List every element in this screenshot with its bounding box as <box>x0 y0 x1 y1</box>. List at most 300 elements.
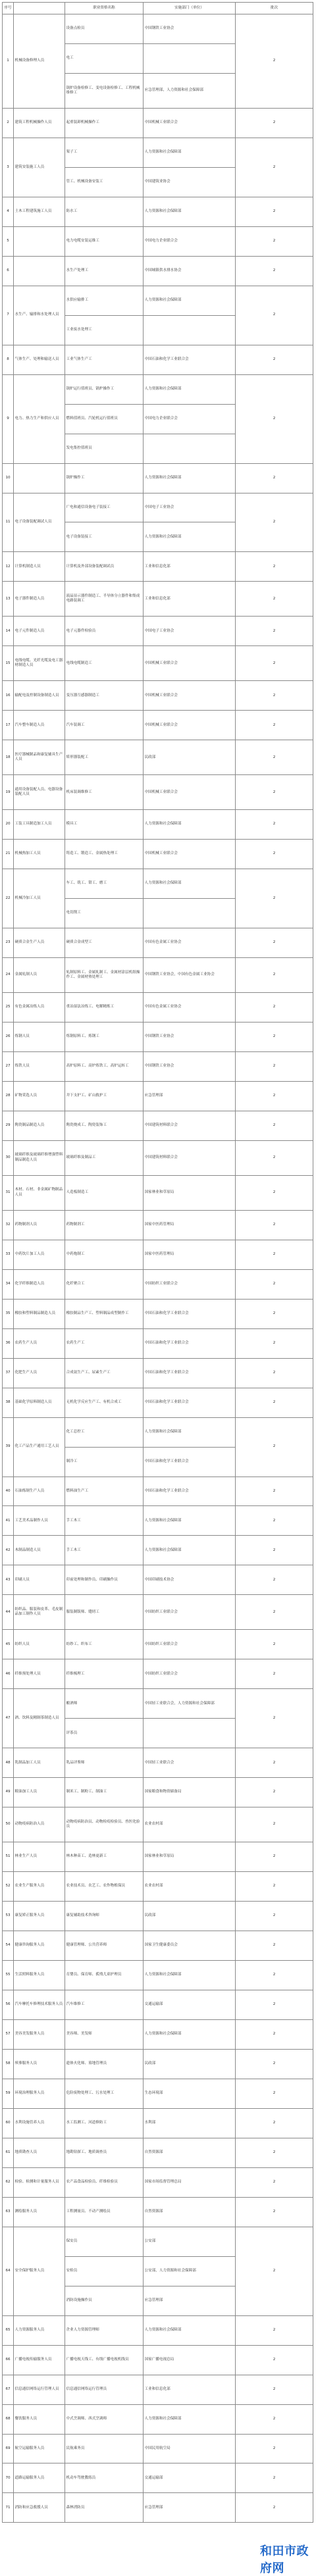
table-row <box>3 1807 313 1842</box>
qualification-name: 炼钢原料工、炼钢工 <box>65 1022 144 1051</box>
table-row <box>3 1269 313 1299</box>
table-row <box>3 14 313 44</box>
row-number: 54 <box>3 1931 14 1961</box>
table-row <box>3 2197 313 2227</box>
batch-number: 2 <box>236 1417 313 1477</box>
batch-number: 2 <box>236 2079 313 2108</box>
occupation-category: 输配电及控制设备制造人员 <box>14 681 65 711</box>
table-row <box>3 1689 313 1719</box>
table-row <box>3 1175 313 1210</box>
occupation-category: 航空运输服务人员 <box>14 2434 65 2463</box>
implementing-department: 人力资源和社会保障部 <box>144 286 236 315</box>
batch-number: 2 <box>236 226 313 256</box>
batch-number: 2 <box>236 928 313 958</box>
table-row <box>3 2108 313 2138</box>
table-row <box>3 1358 313 1388</box>
qualification-name: 电子设备装接工 <box>65 522 144 552</box>
implementing-department: 中国纺织工业联合会 <box>144 1630 236 1659</box>
qualification-name: 电力电缆安装运维工 <box>65 226 144 256</box>
row-number: 46 <box>3 1659 14 1689</box>
table-row <box>3 138 313 167</box>
row-number: 17 <box>3 711 14 740</box>
table-row <box>3 1961 313 1990</box>
occupation-category: 计算机制造人员 <box>14 552 65 582</box>
occupation-category: 纺织人员 <box>14 1630 65 1659</box>
batch-number: 2 <box>236 775 313 810</box>
row-number: 10 <box>3 463 14 493</box>
occupation-category: 人力资源服务人员 <box>14 2315 65 2345</box>
row-number: 66 <box>3 2345 14 2375</box>
implementing-department: 应急管理部，人力资源和社会保障部 <box>144 73 236 108</box>
batch-number: 2 <box>236 2345 313 2375</box>
qualification-name: 纤维梳理工 <box>65 1659 144 1689</box>
occupation-category: 机械设备修理人员 <box>14 14 65 109</box>
implementing-department: 人力资源和社会保障部 <box>144 1536 236 1565</box>
qualification-name: 燃料油生产工 <box>65 1477 144 1506</box>
qualification-name: 手工木工 <box>65 1506 144 1536</box>
table-row <box>3 2049 313 2079</box>
batch-number: 2 <box>236 681 313 711</box>
implementing-department: 中国钢铁工业协会 <box>144 14 236 44</box>
occupation-category: 测绘服务人员 <box>14 2197 65 2227</box>
header-name: 职业资格名称 <box>65 3 144 14</box>
occupation-category: 健康咨询服务人员 <box>14 1931 65 1961</box>
table-row <box>3 1748 313 1778</box>
row-number: 34 <box>3 1269 14 1299</box>
occupation-category: 农业生产服务人员 <box>14 1872 65 1902</box>
row-number: 55 <box>3 1961 14 1990</box>
implementing-department: 中国纺织工业联合会 <box>144 1269 236 1299</box>
table-row <box>3 1778 313 1807</box>
implementing-department: 中国机械工业联合会 <box>144 840 236 869</box>
implementing-department: 公安部，人力资源和社会保障部 <box>144 2256 236 2286</box>
row-number: 62 <box>3 2167 14 2197</box>
row-number: 15 <box>3 646 14 681</box>
occupation-category <box>14 226 65 256</box>
table-row <box>3 463 313 493</box>
implementing-department: 人力资源和社会保障部 <box>144 2019 236 2049</box>
qualification-name: 设备点检员 <box>65 14 144 44</box>
row-number: 20 <box>3 810 14 840</box>
qualification-name: 高炉原料工、高炉炼铁工、高炉运转工 <box>65 1051 144 1081</box>
row-number: 58 <box>3 2049 14 2079</box>
header-no: 序号 <box>3 3 14 14</box>
implementing-department: 中国印刷技术协会 <box>144 1565 236 1595</box>
table-row <box>3 928 313 958</box>
header-batch: 批次 <box>236 3 313 14</box>
table-row <box>3 1506 313 1536</box>
row-number: 50 <box>3 1807 14 1842</box>
table-row <box>3 2315 313 2345</box>
table-row <box>3 1328 313 1358</box>
implementing-department: 中国城镇供水排水协会 <box>144 256 236 286</box>
implementing-department: 公安部 <box>144 2227 236 2256</box>
batch-number: 2 <box>236 646 313 681</box>
qualification-name: 工业气体生产工 <box>65 345 144 374</box>
row-number: 71 <box>3 2493 14 2523</box>
row-number: 60 <box>3 2108 14 2138</box>
qualification-name: 铸造工、锻造工、金属热处理工 <box>65 840 144 869</box>
row-number: 63 <box>3 2197 14 2227</box>
occupation-category: 药物制剂人员 <box>14 1210 65 1240</box>
table-row <box>3 1990 313 2019</box>
table-row <box>3 646 313 681</box>
qualification-name: 康复辅助技术咨询师 <box>65 1902 144 1931</box>
implementing-department: 工业和信息化部 <box>144 582 236 617</box>
occupation-category: 消防和应急救援人员 <box>14 2493 65 2523</box>
occupation-category: 电子元件制造人员 <box>14 617 65 646</box>
vocational-qualification-table <box>2 2 313 2523</box>
implementing-department: 人力资源和社会保障部 <box>144 2315 236 2345</box>
implementing-department <box>144 434 236 463</box>
table-row <box>3 2079 313 2108</box>
implementing-department: 人力资源和社会保障部 <box>144 1961 236 1990</box>
implementing-department: 民政部 <box>144 740 236 775</box>
implementing-department: 国家中医药管理局 <box>144 1210 236 1240</box>
implementing-department: 人力资源和社会保障部 <box>144 2404 236 2434</box>
row-number: 14 <box>3 617 14 646</box>
batch-number: 2 <box>236 1299 313 1328</box>
qualification-name: 水供应输排工 <box>65 286 144 315</box>
implementing-department: 人力资源和社会保障部 <box>144 1417 236 1447</box>
implementing-department: 中国电子工业协会 <box>144 493 236 522</box>
batch-number: 2 <box>236 1022 313 1051</box>
table-row <box>3 1931 313 1961</box>
occupation-category: 康复矫正服务人员 <box>14 1902 65 1931</box>
qualification-name: 林木种苗工、造林更新工 <box>65 1842 144 1872</box>
table-row <box>3 2227 313 2256</box>
qualification-name: 农药生产工 <box>65 1328 144 1358</box>
row-number: 27 <box>3 1051 14 1081</box>
row-number: 64 <box>3 2227 14 2315</box>
batch-number: 2 <box>236 2315 313 2345</box>
table-row <box>3 286 313 315</box>
implementing-department <box>144 315 236 345</box>
implementing-department: 国家林业和草原局 <box>144 1842 236 1872</box>
implementing-department: 人力资源和社会保障部 <box>144 1506 236 1536</box>
occupation-category: 水生产、输排和水处理人员 <box>14 286 65 345</box>
batch-number: 2 <box>236 1872 313 1902</box>
qualification-name: 药物制剂工 <box>65 1210 144 1240</box>
qualification-name: 机动车驾驶教练员 <box>65 2463 144 2493</box>
qualification-name: 锅炉运行值班员、锅炉操作工 <box>65 374 144 404</box>
batch-number: 2 <box>236 1748 313 1778</box>
table-row <box>3 993 313 1023</box>
table-row <box>3 582 313 617</box>
table-row <box>3 1565 313 1595</box>
row-number: 22 <box>3 869 14 928</box>
batch-number: 2 <box>236 197 313 226</box>
occupation-category: 有色金属冶炼人员 <box>14 993 65 1023</box>
occupation-category: 机械冷加工人员 <box>14 869 65 928</box>
table-row <box>3 617 313 646</box>
batch-number: 2 <box>236 711 313 740</box>
qualification-name: 水工监测工、河道修防工 <box>65 2108 144 2138</box>
batch-number: 2 <box>236 1961 313 1990</box>
batch-number: 2 <box>236 1659 313 1689</box>
batch-number: 2 <box>236 286 313 345</box>
table-row <box>3 810 313 840</box>
table-row <box>3 1872 313 1902</box>
row-number: 65 <box>3 2315 14 2345</box>
batch-number: 2 <box>236 2493 313 2523</box>
occupation-category: 林业生产人员 <box>14 1842 65 1872</box>
batch-number: 2 <box>236 2463 313 2493</box>
row-number: 6 <box>3 256 14 286</box>
occupation-category: 电子设备装配调试人员 <box>14 493 65 552</box>
occupation-category: 建筑工程机械操作人员 <box>14 108 65 138</box>
implementing-department: 国家中医药管理局 <box>144 1240 236 1269</box>
qualification-name: 汽车装调工 <box>65 711 144 740</box>
row-number: 31 <box>3 1175 14 1210</box>
table-row <box>3 493 313 522</box>
table-row <box>3 108 313 138</box>
implementing-department: 农业农村部 <box>144 1807 236 1842</box>
table-row <box>3 1140 313 1175</box>
occupation-category: 检验、检测和计量服务人员 <box>14 2167 65 2197</box>
row-number: 19 <box>3 775 14 810</box>
table-row <box>3 2404 313 2434</box>
batch-number: 2 <box>236 2019 313 2049</box>
implementing-department: 中国石油和化学工业联合会 <box>144 1358 236 1388</box>
row-number: 16 <box>3 681 14 711</box>
implementing-department: 应急管理部 <box>144 1081 236 1111</box>
table-row <box>3 374 313 404</box>
batch-number: 2 <box>236 1931 313 1961</box>
qualification-name: 制冷工 <box>65 1447 144 1477</box>
implementing-department: 中国机械工业联合会 <box>144 646 236 681</box>
row-number: 36 <box>3 1328 14 1358</box>
batch-number: 2 <box>236 993 313 1023</box>
occupation-category: 炼钢人员 <box>14 1022 65 1051</box>
batch-number: 2 <box>236 840 313 869</box>
qualification-name: 动物疫病防治员、动物检疫检验员、兽医化验员 <box>65 1807 144 1842</box>
table-row <box>3 775 313 810</box>
table-row <box>3 345 313 374</box>
implementing-department: 人力资源和社会保障部 <box>144 197 236 226</box>
qualification-name: 中药炮制工 <box>65 1240 144 1269</box>
batch-number: 2 <box>236 869 313 928</box>
table-row <box>3 1630 313 1659</box>
table-row <box>3 711 313 740</box>
row-number: 5 <box>3 226 14 256</box>
implementing-department: 人力资源和社会保障部 <box>144 463 236 493</box>
occupation-category: 气体生产、处理和输送人员 <box>14 345 65 374</box>
occupation-category: 建筑安装施工人员 <box>14 138 65 197</box>
implementing-department: 中国石油和化学工业联合会 <box>144 345 236 374</box>
qualification-name: 玻璃纤维及制品工 <box>65 1140 144 1175</box>
table-row <box>3 552 313 582</box>
batch-number: 2 <box>236 552 313 582</box>
implementing-department: 民政部 <box>144 1902 236 1931</box>
occupation-category: 安全保护服务人员 <box>14 2227 65 2315</box>
row-number: 32 <box>3 1210 14 1240</box>
table-row <box>3 1111 313 1140</box>
qualification-name: 起重装卸机械操作工 <box>65 108 144 138</box>
row-number: 61 <box>3 2138 14 2167</box>
batch-number: 2 <box>236 1388 313 1417</box>
occupation-category: 木材、石材、非金属矿物制品人员 <box>14 1175 65 1210</box>
row-number: 26 <box>3 1022 14 1051</box>
batch-number: 2 <box>236 2108 313 2138</box>
row-number: 9 <box>3 374 14 463</box>
occupation-category: 基础化学原料制造人员 <box>14 1388 65 1417</box>
qualification-name: 广播电视天线工、有线广播电视机线员 <box>65 2345 144 2375</box>
row-number: 25 <box>3 993 14 1023</box>
row-number: 53 <box>3 1902 14 1931</box>
qualification-name: 架子工 <box>65 138 144 167</box>
row-number: 2 <box>3 108 14 138</box>
implementing-department: 国家粮食和物资储备局 <box>144 1778 236 1807</box>
row-number: 38 <box>3 1388 14 1417</box>
implementing-department <box>144 43 236 73</box>
occupation-category: 乳制品加工人员 <box>14 1748 65 1778</box>
qualification-name: 中式烹调师、西式烹调师 <box>65 2404 144 2434</box>
table-row <box>3 2463 313 2493</box>
document-sheet <box>2 2 313 2523</box>
occupation-category: 环境治理服务人员 <box>14 2079 65 2108</box>
qualification-name: 无机化学反应生产工、有机合成工 <box>65 1388 144 1417</box>
occupation-category: 信息通信网络运行管理人员 <box>14 2375 65 2404</box>
row-number: 4 <box>3 197 14 226</box>
batch-number: 2 <box>236 374 313 463</box>
row-number: 18 <box>3 740 14 775</box>
implementing-department: 农业农村部 <box>144 1872 236 1902</box>
implementing-department: 国家卫生健康委员会 <box>144 1931 236 1961</box>
row-number: 3 <box>3 138 14 197</box>
occupation-category: 机械热加工人员 <box>14 840 65 869</box>
qualification-name: 水生产处理工 <box>65 256 144 286</box>
occupation-category: 汽车摩托车修理技术服务人员 <box>14 1990 65 2019</box>
table-row <box>3 1536 313 1565</box>
implementing-department: 工业和信息化部 <box>144 2375 236 2404</box>
batch-number: 2 <box>236 1630 313 1659</box>
qualification-name: 地勘钻探工、地质调查员 <box>65 2138 144 2167</box>
qualification-name: 消防设施操作员 <box>65 2286 144 2315</box>
batch-number: 2 <box>236 1175 313 1210</box>
occupation-category: 殡葬服务人员 <box>14 2049 65 2079</box>
table-row <box>3 256 313 286</box>
implementing-department: 国家市场监督管理总局 <box>144 2167 236 2197</box>
batch-number: 2 <box>236 1536 313 1565</box>
implementing-department: 中国钢铁工业协会 <box>144 1051 236 1081</box>
occupation-category: 印刷人员 <box>14 1565 65 1595</box>
implementing-department: 中国石油和化学工业联合会 <box>144 1388 236 1417</box>
qualification-name: 车工、铣工、钳工、磨工 <box>65 869 144 899</box>
table-row <box>3 1842 313 1872</box>
implementing-department: 中国有色金属工业协会 <box>144 993 236 1023</box>
header-category <box>14 3 65 14</box>
implementing-department: 中国石油和化学工业联合会 <box>144 1447 236 1477</box>
occupation-category: 金属轧制人员 <box>14 958 65 993</box>
table-row <box>3 226 313 256</box>
batch-number: 2 <box>236 617 313 646</box>
qualification-name: 重冶湿法冶炼工、电解精炼工 <box>65 993 144 1023</box>
implementing-department: 工业和信息化部 <box>144 552 236 582</box>
batch-number: 2 <box>236 493 313 552</box>
implementing-department: 中国石油和化学工业联合会 <box>144 1299 236 1328</box>
qualification-name: 管工、机械设备安装工 <box>65 167 144 197</box>
batch-number: 2 <box>236 2375 313 2404</box>
implementing-department: 中国钢铁工业协会 <box>144 1022 236 1051</box>
table-row <box>3 1388 313 1417</box>
qualification-name: 汽车维修工 <box>65 1990 144 2019</box>
qualification-name: 服装制版师、缝纫工 <box>65 1595 144 1630</box>
occupation-category <box>14 256 65 286</box>
occupation-category: 餐饮服务人员 <box>14 2404 65 2434</box>
qualification-name: 遗体火化师、墓地管理员 <box>65 2049 144 2079</box>
table-row <box>3 2019 313 2049</box>
implementing-department: 水利部 <box>144 2108 236 2138</box>
batch-number: 2 <box>236 1595 313 1630</box>
qualification-name: 信息通信网络运行管理员 <box>65 2375 144 2404</box>
implementing-department: 中国电力企业联合会 <box>144 226 236 256</box>
row-number: 11 <box>3 493 14 552</box>
site-watermark: 和田市政府网 <box>260 2544 309 2575</box>
qualification-name: 电切削工 <box>65 899 144 928</box>
implementing-department: 交通运输部 <box>144 2463 236 2493</box>
implementing-department: 人力资源和社会保障部 <box>144 522 236 552</box>
qualification-name: 合成氨生产工、尿素生产工 <box>65 1358 144 1388</box>
implementing-department: 中国机械工业联合会 <box>144 681 236 711</box>
row-number: 56 <box>3 1990 14 2019</box>
occupation-category: 医疗器械制品和康复辅具生产人员 <box>14 740 65 775</box>
row-number: 39 <box>3 1417 14 1477</box>
implementing-department <box>144 899 236 928</box>
table-row <box>3 1417 313 1447</box>
occupation-category: 地质勘查人员 <box>14 2138 65 2167</box>
occupation-category: 道路运输服务人员 <box>14 2463 65 2493</box>
row-number: 44 <box>3 1595 14 1630</box>
implementing-department: 中国建筑业协会 <box>144 167 236 197</box>
batch-number: 2 <box>236 1565 313 1595</box>
implementing-department: 人力资源和社会保障部 <box>144 810 236 840</box>
table-row <box>3 1022 313 1051</box>
batch-number: 2 <box>236 1842 313 1872</box>
qualification-name: 电工 <box>65 43 144 73</box>
qualification-name: 计算机及外部设备装配调试员 <box>65 552 144 582</box>
table-row <box>3 1051 313 1081</box>
batch-number: 2 <box>236 1506 313 1536</box>
qualification-name: 电线电缆制造工 <box>65 646 144 681</box>
row-number: 29 <box>3 1111 14 1140</box>
row-number: 57 <box>3 2019 14 2049</box>
occupation-category: 纤维预处理人员 <box>14 1659 65 1689</box>
row-number: 51 <box>3 1842 14 1872</box>
batch-number: 2 <box>236 582 313 617</box>
batch-number: 2 <box>236 1990 313 2019</box>
row-number: 42 <box>3 1536 14 1565</box>
occupation-category: 矿物采选人员 <box>14 1081 65 1111</box>
implementing-department: 中国纺织工业联合会 <box>144 1659 236 1689</box>
row-number: 13 <box>3 582 14 617</box>
table-header-row <box>3 3 313 14</box>
qualification-name: 酿酒师 <box>65 1689 144 1719</box>
qualification-name: 硬质合金成型工 <box>65 928 144 958</box>
table-row <box>3 2167 313 2197</box>
row-number: 40 <box>3 1477 14 1506</box>
row-number: 24 <box>3 958 14 993</box>
implementing-department: 自然资源部 <box>144 2138 236 2167</box>
occupation-category: 电力、热力生产和供应人员 <box>14 374 65 463</box>
qualification-name: 机床装调维修工 <box>65 775 144 810</box>
row-number: 8 <box>3 345 14 374</box>
qualification-name: 健康管理师、公共营养师 <box>65 1931 144 1961</box>
qualification-name: 模具工 <box>65 810 144 840</box>
occupation-category: 电线电缆、光纤光缆及电工器材制造人员 <box>14 646 65 681</box>
qualification-name: 液晶显示器件制造工、半导体分立器件和集成电路装调工 <box>65 582 144 617</box>
table-row <box>3 2375 313 2404</box>
